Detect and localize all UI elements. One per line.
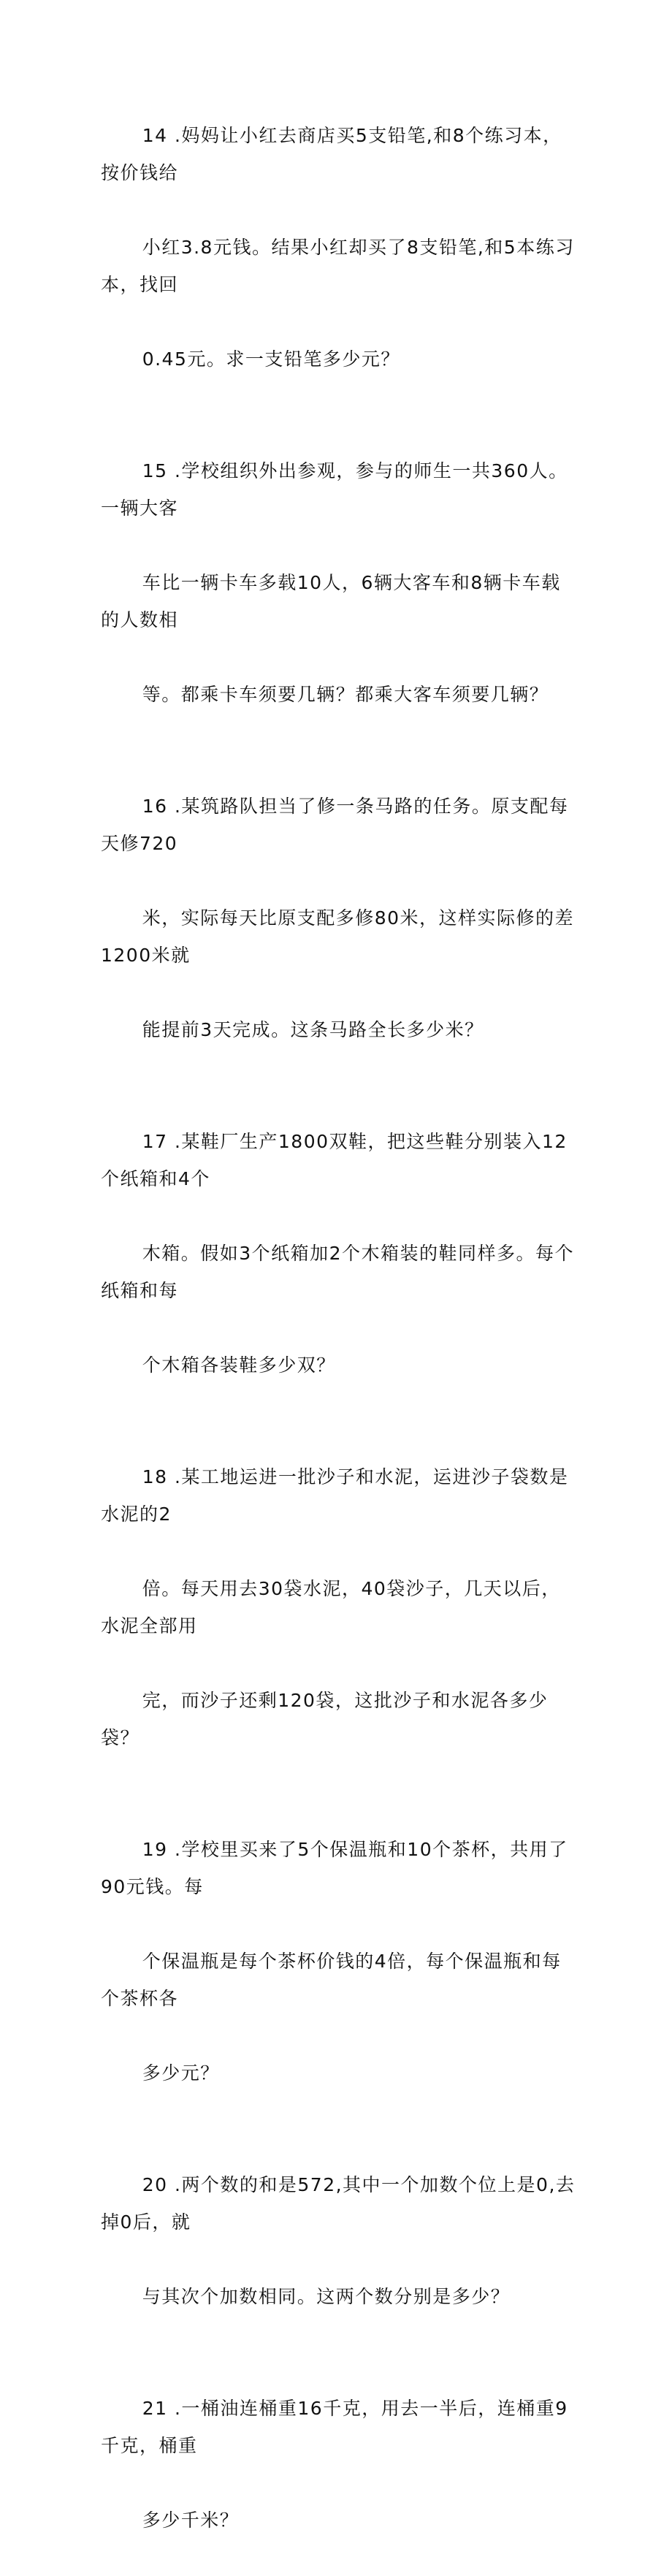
problem-15 [101, 415, 576, 750]
problem-line: 14 .妈妈让小红去商店买5支铅笔,和8个练习本，按价钱给 [101, 125, 562, 183]
problem-21 [101, 2352, 576, 2576]
problem-14 [101, 80, 576, 415]
problem-line: 米，实际每天比原支配多修80米，这样实际修的差1200米就 [101, 907, 575, 966]
problem-line: 等。都乘卡车须要几辆？都乘大客车须要几辆？ [142, 684, 549, 705]
problem-line: 多少元？ [142, 2062, 220, 2084]
problem-line: 倍。每天用去30袋水泥，40袋沙子，几天以后，水泥全部用 [101, 1578, 561, 1636]
problem-line: 多少千米？ [142, 2510, 240, 2531]
problem-line: 18 .某工地运进一批沙子和水泥，运进沙子袋数是水泥的2 [101, 1466, 569, 1525]
problem-line: 木箱。假如3个纸箱加2个木箱装的鞋同样多。每个纸箱和每 [101, 1243, 575, 1301]
problem-17 [101, 1086, 576, 1421]
problem-line: 完，而沙子还剩120袋，这批沙子和水泥各多少袋？ [101, 1690, 549, 1748]
problem-line: 20 .两个数的和是572,其中一个加数个位上是0,去掉0后，就 [101, 2174, 576, 2233]
problem-line: 16 .某筑路队担当了修一条马路的任务。原支配每天修720 [101, 796, 569, 854]
problem-line: 小红3.8元钱。结果小红却买了8支铅笔,和5本练习本，找回 [101, 237, 575, 295]
problem-line: 与其次个加数相同。这两个数分别是多少？ [142, 2286, 511, 2307]
problem-line: 个木箱各装鞋多少双？ [142, 1354, 336, 1376]
problem-line: 能提前3天完成。这条马路全长多少米？ [142, 1019, 484, 1040]
problem-line: 个保温瓶是每个茶杯价钱的4倍，每个保温瓶和每个茶杯各 [101, 1951, 562, 2009]
problem-line: 0.45元。求一支铅笔多少元？ [142, 348, 400, 370]
problem-line: 19 .学校里买来了5个保温瓶和10个茶杯，共用了90元钱。每 [101, 1839, 568, 1897]
problem-16 [101, 750, 576, 1086]
problem-line: 21 .一桶油连桶重16千克，用去一半后，连桶重9千克，桶重 [101, 2398, 568, 2456]
problem-line: 15 .学校组织外出参观，参与的师生一共360人。一辆大客 [101, 460, 568, 519]
problem-18 [101, 1421, 576, 1794]
problem-line: 车比一辆卡车多载10人，6辆大客车和8辆卡车载的人数相 [101, 572, 561, 630]
problem-19 [101, 1794, 576, 2129]
problem-line: 17 .某鞋厂生产1800双鞋，把这些鞋分别装入12个纸箱和4个 [101, 1131, 568, 1189]
problem-20 [101, 2129, 576, 2352]
problem-list [101, 80, 576, 2576]
